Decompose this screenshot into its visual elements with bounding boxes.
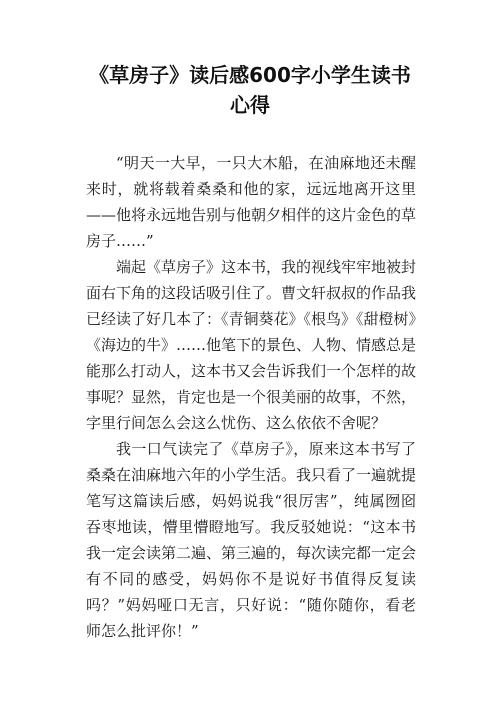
title-line-2: 心得 (230, 93, 270, 117)
paragraph-3: 我一口气读完了《草房子》，原来这本书写了桑桑在油麻地六年的小学生活。我只看了一遍就提笔写这篇读后感，妈妈说我“很厉害”，纯属囫囵吞枣地读，懵里懵瞪地写。我反驳她说：“这本书我一定会读第二遍、第三遍的，每次读完都一定会有不同的感受，妈妈你不是说好书值得反复读吗？”妈妈哑口无言，只好说：“随你随你，看老师怎么批评你！” (86, 440, 417, 640)
paragraph-2: 端起《草房子》这本书，我的视线牢牢地被封面右下角的这段话吸引住了。曹文轩叔叔的作品我已经读了好几本了：《青铜葵花》《根鸟》《甜橙树》《海边的牛》……他笔下的景色、人物、情感总是能那么打动人，这本书又会告诉我们一个怎样的故事呢？显然，肯定也是一个很美丽的故事，不然，字里行间怎么会这么忧伤、这么依依不舍呢？ (86, 258, 417, 432)
title-line-1: 《草房子》读后感600字小学生读书 (89, 63, 411, 87)
paragraph-1: “明天一大早，一只大木船，在油麻地还未醒来时，就将载着桑桑和他的家，远远地离开这里——他将永远地告别与他朝夕相伴的这片金色的草房子……” (86, 154, 417, 250)
document-title (60, 60, 440, 120)
document-body (86, 150, 416, 644)
